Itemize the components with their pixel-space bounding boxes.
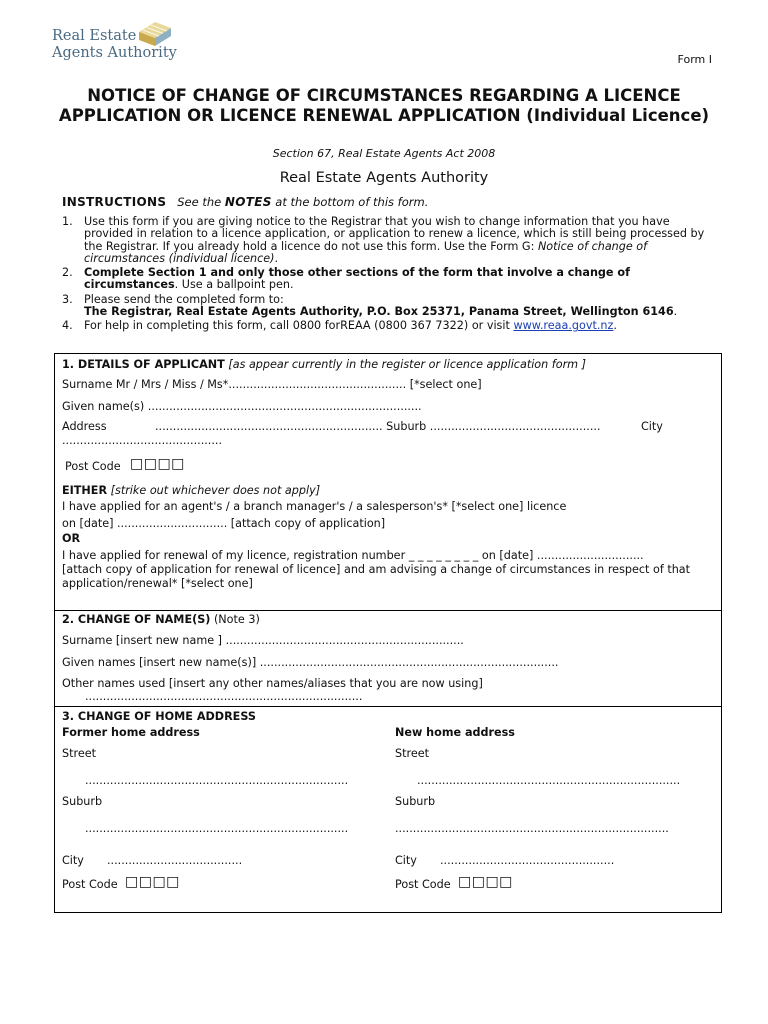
- step-text: Use this form if you are giving notice to the Registrar that you wish to change information that you have provided in relation to a licence application, or application to renew a licence, which is still being processed by the Registrar. If you already hold a licence do not use this form. Use the Form G:: [84, 215, 705, 253]
- instruction-steps: [62, 216, 722, 335]
- former-street-field[interactable]: ..........................................................................: [85, 774, 349, 787]
- former-postcode-label: Post Code: [62, 878, 118, 891]
- former-city-field[interactable]: ......................................: [107, 854, 243, 867]
- instructions-rest: at the bottom of this form.: [271, 195, 429, 209]
- address-label: Address: [62, 420, 107, 433]
- new-street-field[interactable]: ..........................................................................: [417, 774, 681, 787]
- or-label: OR: [62, 532, 81, 545]
- new-given-names-field[interactable]: Given names [insert new name(s)] ....................................................................................: [62, 656, 559, 669]
- city-label: City: [641, 420, 663, 433]
- new-suburb-label: Suburb: [395, 795, 436, 808]
- section-details-of-applicant: [54, 353, 722, 611]
- postcode-label: Post Code: [65, 460, 121, 473]
- logo: [52, 18, 182, 74]
- step-2: [62, 267, 722, 292]
- application-date-field[interactable]: on [date] ............................... [attach copy of application]: [62, 517, 386, 530]
- either-line: EITHER [strike out whichever does not apply]: [62, 484, 321, 497]
- new-postcode-boxes[interactable]: □□□□: [458, 874, 513, 890]
- instructions-see: See the: [177, 195, 225, 209]
- licence-type-line[interactable]: I have applied for an agent's / a branch manager's / a salesperson's* [*select one] licence: [62, 500, 567, 513]
- step-4: [62, 320, 722, 332]
- organisation-name: Real Estate Agents Authority: [279, 170, 489, 186]
- new-suburb-field[interactable]: .............................................................................: [395, 822, 669, 835]
- step-text: Please send the completed form to:: [84, 292, 284, 306]
- step-number: 2.: [62, 266, 73, 280]
- subtitle: Section 67, Real Estate Agents Act 2008: [272, 147, 496, 160]
- other-names-label: Other names used [insert any other names/aliases that you are now using]: [62, 677, 483, 690]
- former-city-label: City: [62, 854, 84, 867]
- new-address-heading: New home address: [395, 726, 515, 739]
- section-3-heading: 3. CHANGE OF HOME ADDRESS: [62, 710, 256, 723]
- step-text: . Use a ballpoint pen.: [174, 278, 294, 292]
- step-end: .: [274, 251, 279, 265]
- step-italic: Notice of change of circumstances (individual licence): [84, 239, 648, 265]
- renewal-line[interactable]: I have applied for renewal of my licence, registration number _ _ _ _ _ _ _ _ on [date] ..............................: [62, 549, 644, 562]
- step-3: [62, 294, 722, 319]
- logo-line-1: Real Estate: [52, 28, 137, 44]
- former-suburb-field[interactable]: ..........................................................................: [85, 822, 349, 835]
- renewal-line-3: application/renewal* [*select one]: [62, 577, 253, 590]
- registrar-address: The Registrar, Real Estate Agents Authority, P.O. Box 25371, Panama Street, Wellington 6146: [84, 305, 674, 319]
- section-2-heading: 2. CHANGE OF NAME(S) (Note 3): [62, 613, 260, 626]
- new-city-label: City: [395, 854, 417, 867]
- step-text: For help in completing this form, call 0800 forREAA (0800 367 7322) or visit: [84, 319, 514, 333]
- step-number: 3.: [62, 292, 73, 306]
- step-number: 1.: [62, 215, 73, 228]
- form-id: Form I: [677, 53, 712, 66]
- instructions: [62, 195, 428, 209]
- former-postcode-boxes[interactable]: □□□□: [125, 874, 180, 890]
- former-address-heading: Former home address: [62, 726, 200, 739]
- instructions-notes: NOTES: [224, 195, 272, 209]
- new-surname-field[interactable]: Surname [insert new name ] ...................................................................: [62, 634, 464, 647]
- section-1-heading: 1. DETAILS OF APPLICANT [as appear currently in the register or licence application form ]: [62, 358, 587, 371]
- reaa-website-link[interactable]: www.reaa.govt.nz: [513, 319, 614, 333]
- new-postcode-label: Post Code: [395, 878, 451, 891]
- logo-building-icon: [137, 18, 173, 48]
- former-street-label: Street: [62, 747, 96, 760]
- city-field[interactable]: .............................................: [62, 434, 223, 447]
- step-end: .: [613, 319, 617, 333]
- instructions-label: INSTRUCTIONS: [62, 195, 167, 209]
- address-suburb-field[interactable]: ................................................................ Suburb ................................................: [155, 420, 601, 433]
- new-city-field[interactable]: .................................................: [440, 854, 615, 867]
- section-change-of-names: [54, 610, 722, 707]
- new-street-label: Street: [395, 747, 429, 760]
- logo-line-2: Agents Authority: [52, 45, 177, 61]
- section-change-of-home-address: [54, 706, 722, 913]
- given-names-field[interactable]: Given name(s) .............................................................................: [62, 400, 422, 413]
- former-suburb-label: Suburb: [62, 795, 103, 808]
- renewal-line-2: [attach copy of application for renewal of licence] and am advising a change of circumstances in respect of that: [62, 563, 691, 576]
- surname-field[interactable]: Surname Mr / Mrs / Miss / Ms*.................................................. [*select one]: [62, 378, 482, 391]
- postcode-boxes[interactable]: □□□□: [130, 456, 185, 472]
- step-end: .: [673, 305, 678, 319]
- page-title: NOTICE OF CHANGE OF CIRCUMSTANCES REGARDING A LICENCE APPLICATION OR LICENCE RENEWAL APPLICATION (Individual Licence): [58, 86, 710, 125]
- step-number: 4.: [62, 319, 73, 333]
- other-names-field[interactable]: ..............................................................................: [85, 690, 363, 703]
- step-bold: Complete Section 1 and only those other sections of the form that involve a change of circumstances: [84, 266, 630, 292]
- step-1: [62, 216, 722, 265]
